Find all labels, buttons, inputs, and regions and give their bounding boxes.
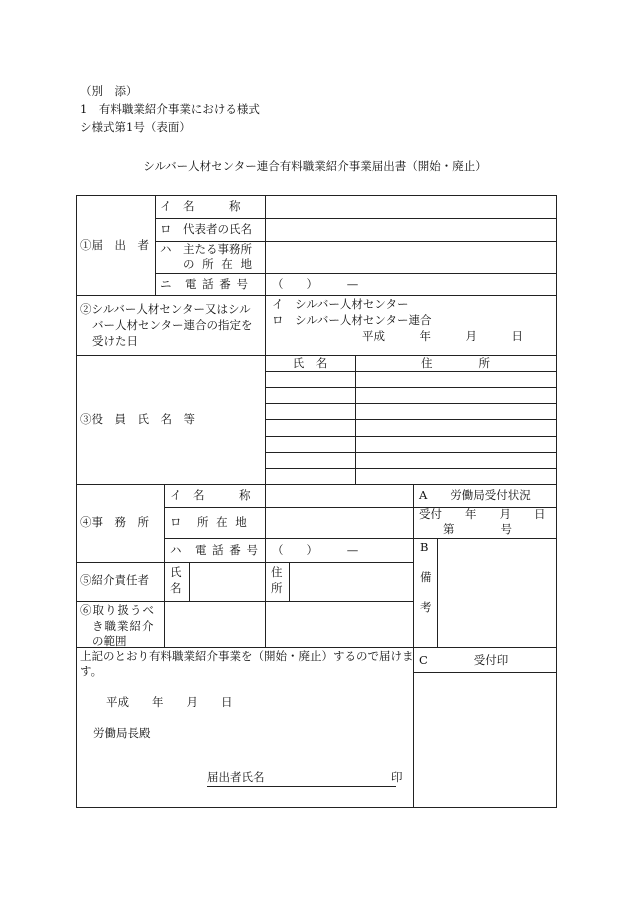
manager-address-label-2: 所	[271, 581, 283, 595]
applicant-label: ①届 出 者	[80, 238, 149, 252]
scope-label-3: の範囲	[92, 634, 127, 648]
applicant-name-label: イ 名 称	[160, 199, 241, 213]
bureau-received-date: 受付 年 月 日	[419, 507, 546, 521]
applicant-phone-field[interactable]: （ ） —	[272, 277, 359, 291]
officers-col-name: 氏 名	[292, 356, 328, 370]
bureau-number: 第 号	[443, 522, 512, 536]
office-location-label: ロ 所 在 地	[170, 515, 249, 529]
officers-col-address: 住 所	[421, 356, 490, 370]
bureau-remarks-label: B	[420, 540, 429, 554]
bureau-remarks-label-2: 備	[420, 570, 432, 584]
bureau-status-label: A 労働局受付状況	[419, 488, 531, 502]
applicant-phone-label: ニ 電 話 番 号	[160, 277, 249, 291]
applicant-rep-label: ロ 代表者の氏名	[160, 222, 252, 236]
office-phone-field[interactable]: （ ） —	[272, 543, 359, 557]
bureau-stamp-label: C 受付印	[419, 653, 509, 667]
declaration-date[interactable]: 平成 年 月 日	[106, 695, 233, 709]
designation-option-1[interactable]: イ シルバー人材センター	[272, 297, 409, 311]
manager-name-label-2: 名	[170, 581, 182, 595]
form-title: シルバー人材センター連合有料職業紹介事業届出書（開始・廃止）	[143, 159, 487, 173]
designation-label-2: バー人材センター連合の指定を	[92, 318, 253, 332]
signer-name-field[interactable]: 届出者氏名 印	[207, 770, 396, 787]
office-name-label: イ 名 称	[170, 488, 251, 502]
attachment-label: （別 添）	[80, 84, 138, 98]
declaration-text-2: す。	[80, 664, 103, 678]
manager-address-label: 住	[271, 565, 283, 579]
designation-option-2[interactable]: ロ シルバー人材センター連合	[272, 313, 432, 327]
scope-label: ⑥取り扱うべ	[80, 603, 155, 617]
applicant-office-label: ハ 主たる事務所	[160, 242, 252, 256]
designation-date[interactable]: 平成 年 月 日	[362, 329, 523, 343]
section-label: 1 有料職業紹介事業における様式	[80, 102, 260, 116]
manager-label: ⑤紹介責任者	[80, 573, 149, 587]
bureau-remarks-label-3: 考	[420, 600, 432, 614]
office-label: ④事 務 所	[80, 515, 149, 529]
form-number: シ様式第1号（表面）	[80, 120, 191, 134]
declaration-addressee: 労働局長殿	[93, 726, 151, 740]
designation-label-3: 受けた日	[92, 334, 138, 348]
manager-name-label: 氏	[170, 565, 182, 579]
officers-label: ③役 員 氏 名 等	[80, 412, 195, 426]
declaration-text: 上記のとおり有料職業紹介事業を（開始・廃止）するので届けま	[80, 649, 414, 663]
scope-label-2: き職業紹介	[92, 619, 155, 633]
office-phone-label: ハ 電 話 番 号	[170, 543, 259, 557]
applicant-office-label-2: の 所 在 地	[183, 257, 254, 271]
designation-label: ②シルバー人材センター又はシル	[80, 302, 251, 316]
